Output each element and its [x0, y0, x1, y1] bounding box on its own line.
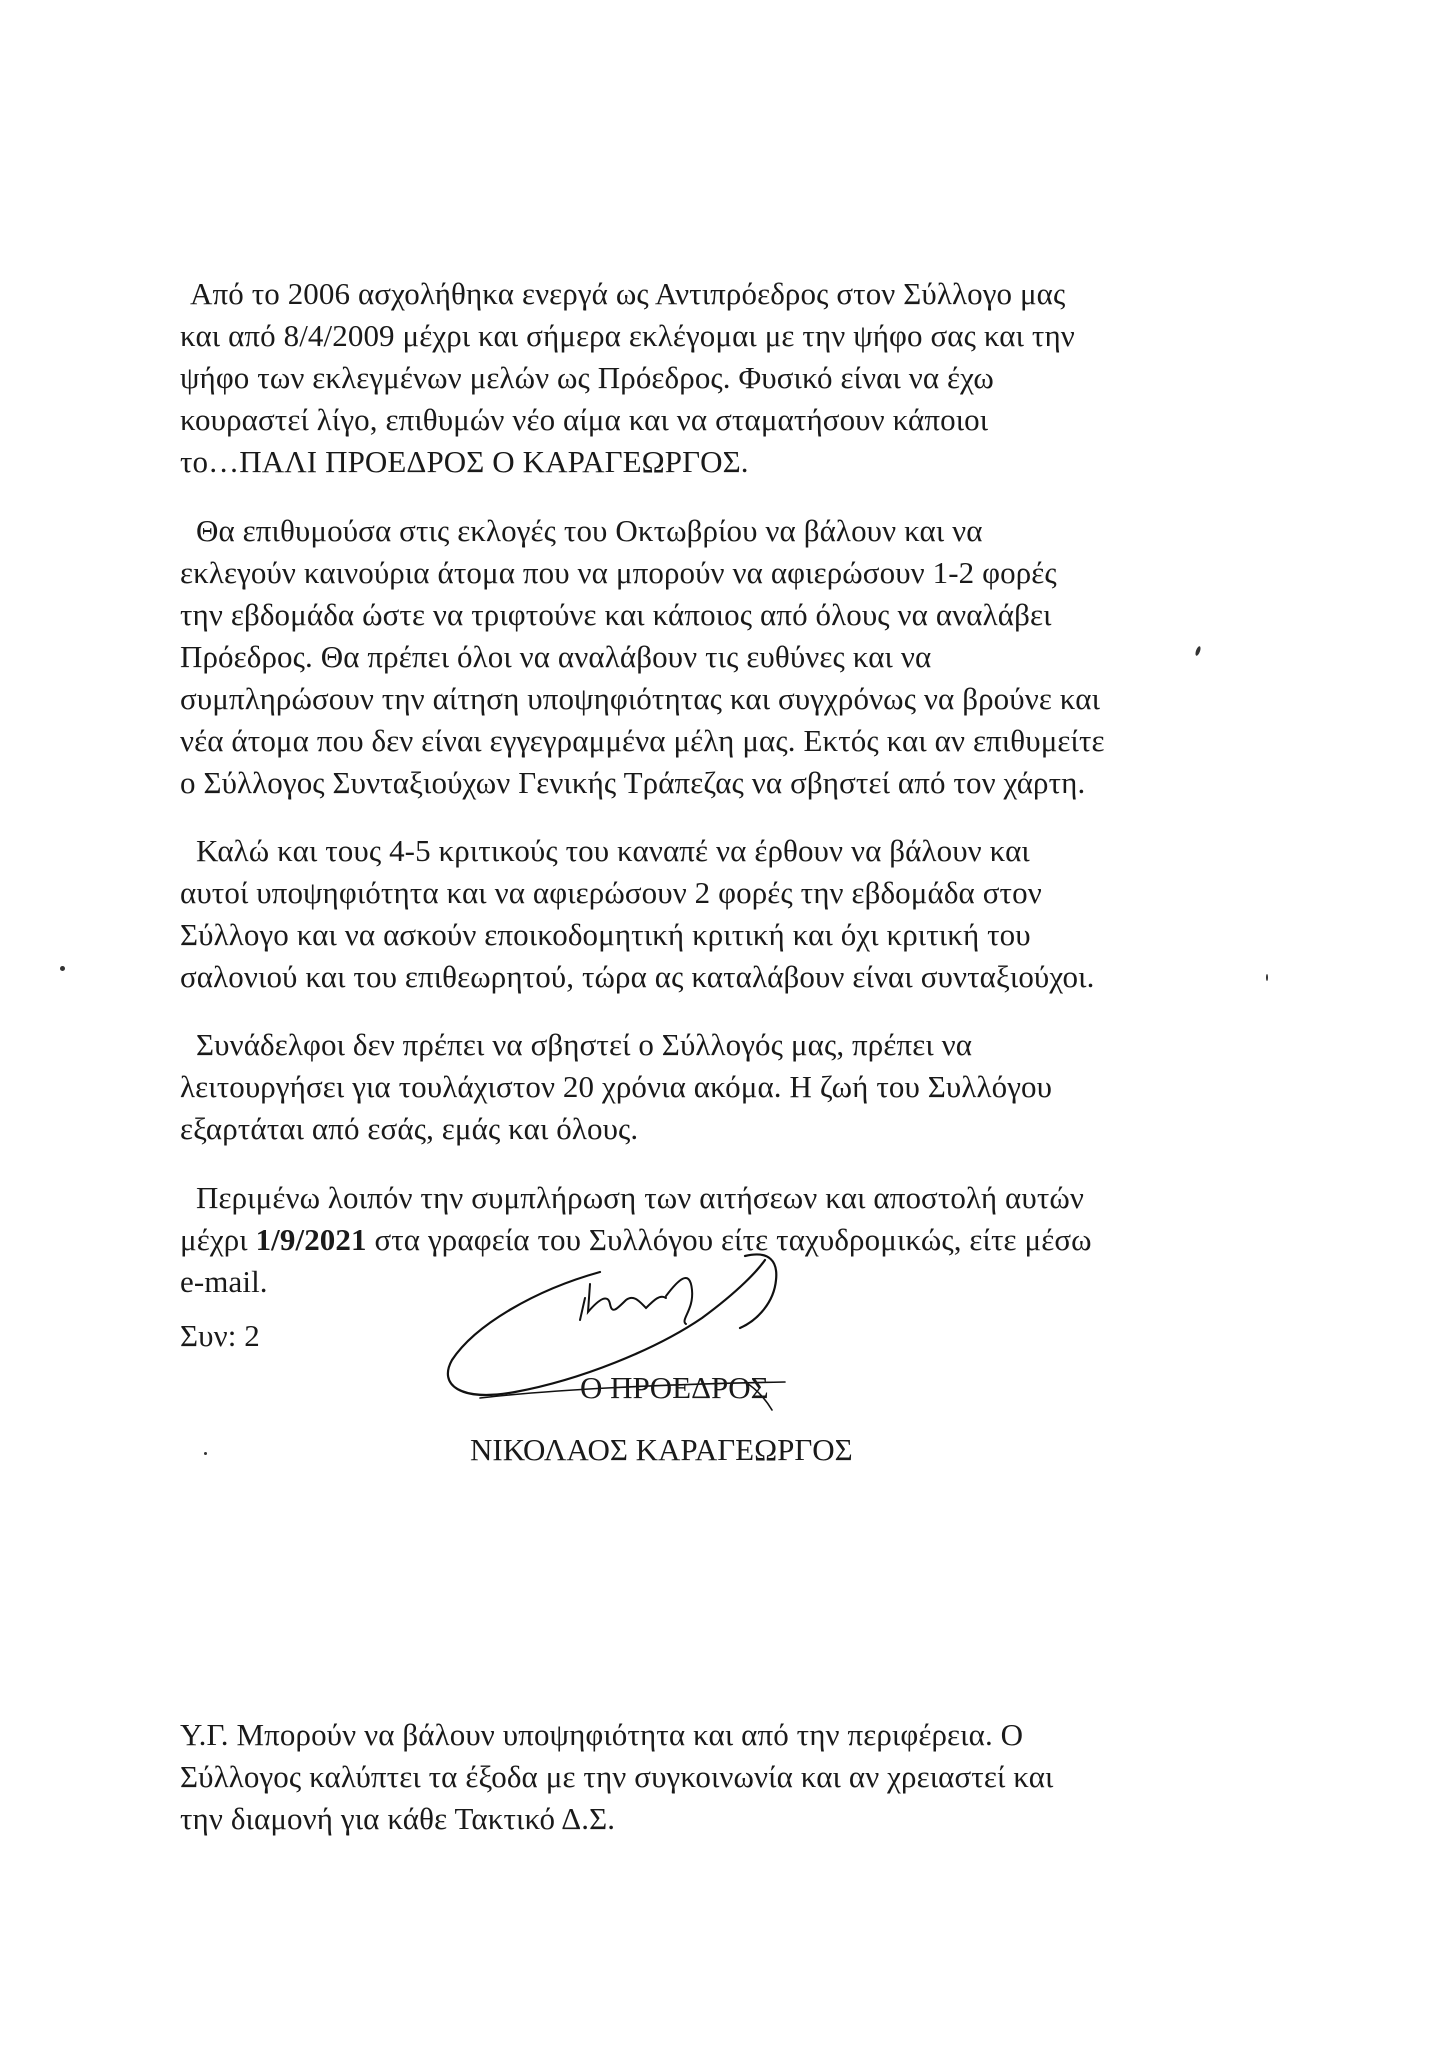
text-line: Θα επιθυμούσα στις εκλογές του Οκτωβρίου να βάλουν και να [196, 513, 983, 548]
text-line: Καλώ και τους 4-5 κριτικούς του καναπέ να έρθουν να βάλουν και [196, 833, 1030, 868]
text-line: ψήφο των εκλεγμένων μελών ως Πρόεδρος. Φυσικό είναι να έχω [180, 360, 994, 395]
text-fragment: μέχρι [180, 1222, 256, 1257]
text-line: την εβδομάδα ώστε να τριφτούνε και κάποιος από όλους να αναλάβει [180, 597, 1052, 632]
text-fragment: στα γραφεία του Συλλόγου είτε ταχυδρομικώς, είτε μέσω [366, 1222, 1092, 1257]
text-line: Συνάδελφοι δεν πρέπει να σβηστεί ο Σύλλογός μας, πρέπει να [196, 1027, 973, 1062]
text-line: Σύλλογο και να ασκούν εποικοδομητική κριτική και όχι κριτική του [180, 917, 1031, 952]
text-line: σαλονιού και του επιθεωρητού, τώρα ας καταλάβουν είναι συνταξιούχοι. [180, 959, 1095, 994]
text-line: ο Σύλλογος Συνταξιούχων Γενικής Τράπεζας να σβηστεί από τον χάρτη. [180, 765, 1086, 800]
scan-speck [60, 966, 65, 971]
scan-speck [1266, 974, 1268, 981]
text-line: Σύλλογος καλύπτει τα έξοδα με την συγκοινωνία και αν χρειαστεί και [180, 1759, 1054, 1794]
text-line: Πρόεδρος. Θα πρέπει όλοι να αναλάβουν τις ευθύνες και να [180, 639, 932, 674]
text-line: Από το 2006 ασχολήθηκα ενεργά ως Αντιπρόεδρος στον Σύλλογο μας [190, 276, 1066, 311]
text-line: λειτουργήσει για τουλάχιστον 20 χρόνια ακόμα. Η ζωή του Συλλόγου [180, 1069, 1053, 1104]
scan-speck [204, 1452, 207, 1455]
signature-title: Ο ΠΡΟΕΔΡΟΣ [580, 1370, 769, 1405]
enclosures-note: Συν: 2 [180, 1318, 260, 1353]
signatory-name: ΝΙΚΟΛΑΟΣ ΚΑΡΑΓΕΩΡΓΟΣ [470, 1432, 853, 1467]
text-line: κουραστεί λίγο, επιθυμών νέο αίμα και να σταματήσουν κάποιοι [180, 402, 989, 437]
text-line: εξαρτάται από εσάς, εμάς και όλους. [180, 1111, 639, 1146]
text-line: την διαμονή για κάθε Τακτικό Δ.Σ. [180, 1801, 616, 1836]
text-line: και από 8/4/2009 μέχρι και σήμερα εκλέγομαι με την ψήφο σας και την [180, 318, 1075, 353]
text-line: αυτοί υποψηφιότητα και να αφιερώσουν 2 φορές την εβδομάδα στον [180, 875, 1042, 910]
text-line: νέα άτομα που δεν είναι εγγεγραμμένα μέλη μας. Εκτός και αν επιθυμείτε [180, 723, 1105, 758]
text-line: το…ΠΑΛΙ ΠΡΟΕΔΡΟΣ Ο ΚΑΡΑΓΕΩΡΓΟΣ. [180, 444, 749, 479]
text-line: Περιμένω λοιπόν την συμπλήρωση των αιτήσεων και αποστολή αυτών [196, 1180, 1085, 1215]
scan-speck [1194, 646, 1201, 657]
deadline-date: 1/9/2021 [255, 1222, 367, 1257]
text-line: εκλεγούν καινούρια άτομα που να μπορούν να αφιερώσουν 1-2 φορές [180, 555, 1057, 590]
text-line: Υ.Γ. Μπορούν να βάλουν υποψηφιότητα και από την περιφέρεια. Ο [180, 1717, 1024, 1752]
text-line: e-mail. [180, 1264, 268, 1299]
text-line: συμπληρώσουν την αίτηση υποψηφιότητας και συγχρόνως να βρούνε και [180, 681, 1101, 716]
